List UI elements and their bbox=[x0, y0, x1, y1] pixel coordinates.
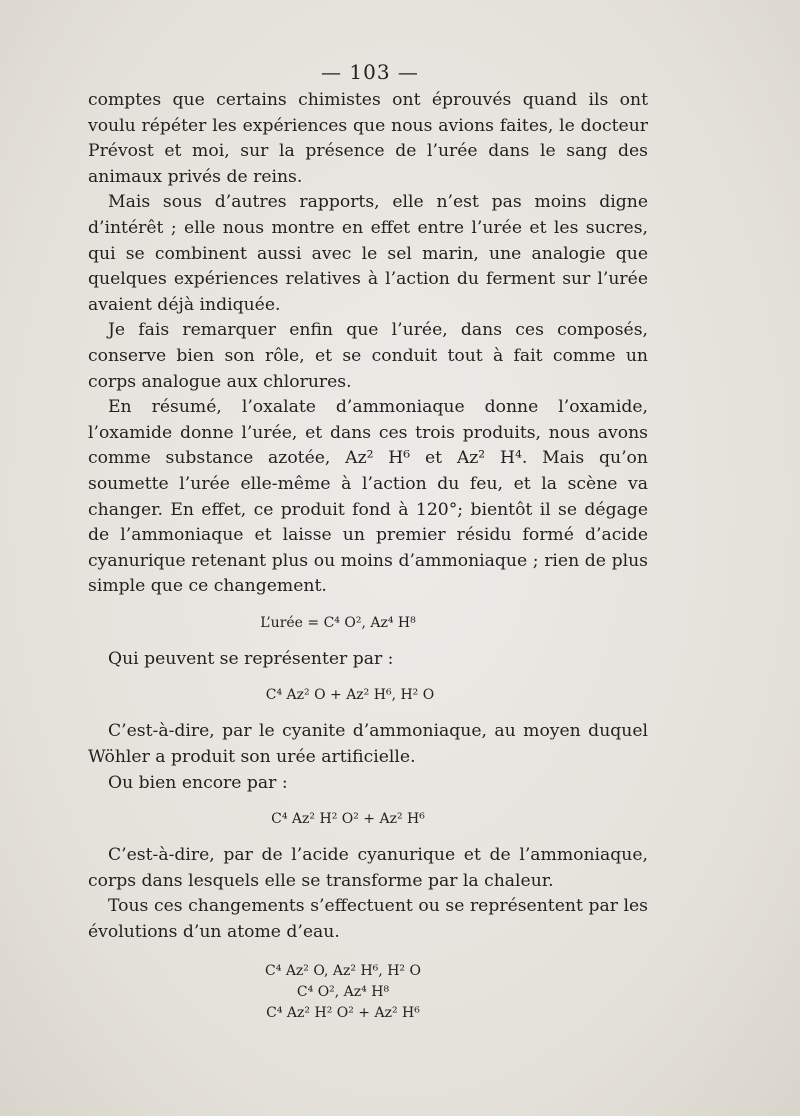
paragraph-3: Je fais remarquer enfin que l’urée, dans ces composés, conserve bien son rôle, et se conduit tout à fait comme un corps analogue aux chlorures. bbox=[88, 320, 648, 392]
paragraph-5: Qui peuvent se représenter par : bbox=[108, 648, 394, 669]
formula-cyanurique: C⁴ Az² H² O² + Az² H⁶ bbox=[271, 811, 425, 828]
formula-inline-2: Az² H⁴ bbox=[456, 448, 522, 469]
formula-summary-line-2: C⁴ O², Az⁴ H⁸ bbox=[296, 983, 390, 1000]
paragraph-4-text-a: En résumé, l’oxalate d’ammoniaque donne l’oxamide, l’oxamide donne l’urée, et dans ces trois produits, nous avons comme substance azotée, bbox=[88, 397, 648, 469]
formula-cyanite: C⁴ Az² O + Az² H⁶, H² O bbox=[265, 687, 435, 704]
formula-inline-1: Az² H⁶ bbox=[345, 448, 411, 469]
paragraph-6: C’est-à-dire, par le cyanite d’ammoniaque, au moyen duquel Wöhler a produit son urée artificielle. bbox=[88, 721, 648, 768]
paragraph-2: Mais sous d’autres rapports, elle n’est pas moins digne d’intérêt ; elle nous montre en effet entre l’urée et les sucres, qui se combinent aussi avec le sel marin, une analogie que quelques expériences relatives à l’action du ferment sur l’urée avaient déjà indiquée. bbox=[88, 192, 648, 315]
formula-uree: L’urée = C⁴ O², Az⁴ H⁸ bbox=[260, 614, 416, 631]
page-body bbox=[88, 88, 648, 1037]
paragraph-9: Tous ces changements s’effectuent ou se représentent par les évolutions d’un atome d’eau. bbox=[88, 896, 648, 943]
paragraph-4 bbox=[88, 395, 648, 600]
formula-summary-line-3: C⁴ Az² H² O² + Az² H⁶ bbox=[266, 1004, 420, 1021]
paragraph-4-text-c: . Mais qu’on soumette l’urée elle-même à l’action du feu, et la scène va changer. En effet, ce produit fond à 120°; bientôt il se dégage de l’ammoniaque et laisse un premier résidu formé d’acide cyanurique retenant plus ou moins d’ammoniaque ; rien de plus simple que ce changement. bbox=[88, 448, 648, 597]
paragraph-8: C’est-à-dire, par de l’acide cyanurique et de l’ammoniaque, corps dans lesquels elle se transforme par la chaleur. bbox=[88, 845, 648, 891]
paragraph-7: Ou bien encore par : bbox=[108, 772, 288, 793]
paragraph-1: comptes que certains chimistes ont éprouvés quand ils ont voulu répéter les expériences que nous avions faites, le docteur Prévost et moi, sur la présence de l’urée dans le sang des animaux privés de reins. bbox=[88, 90, 648, 187]
page-number: — 103 — bbox=[321, 60, 419, 84]
formula-summary bbox=[88, 961, 648, 1024]
paragraph-4-text-b: et bbox=[410, 448, 457, 469]
formula-summary-line-1: C⁴ Az² O, Az² H⁶, H² O bbox=[265, 962, 421, 979]
